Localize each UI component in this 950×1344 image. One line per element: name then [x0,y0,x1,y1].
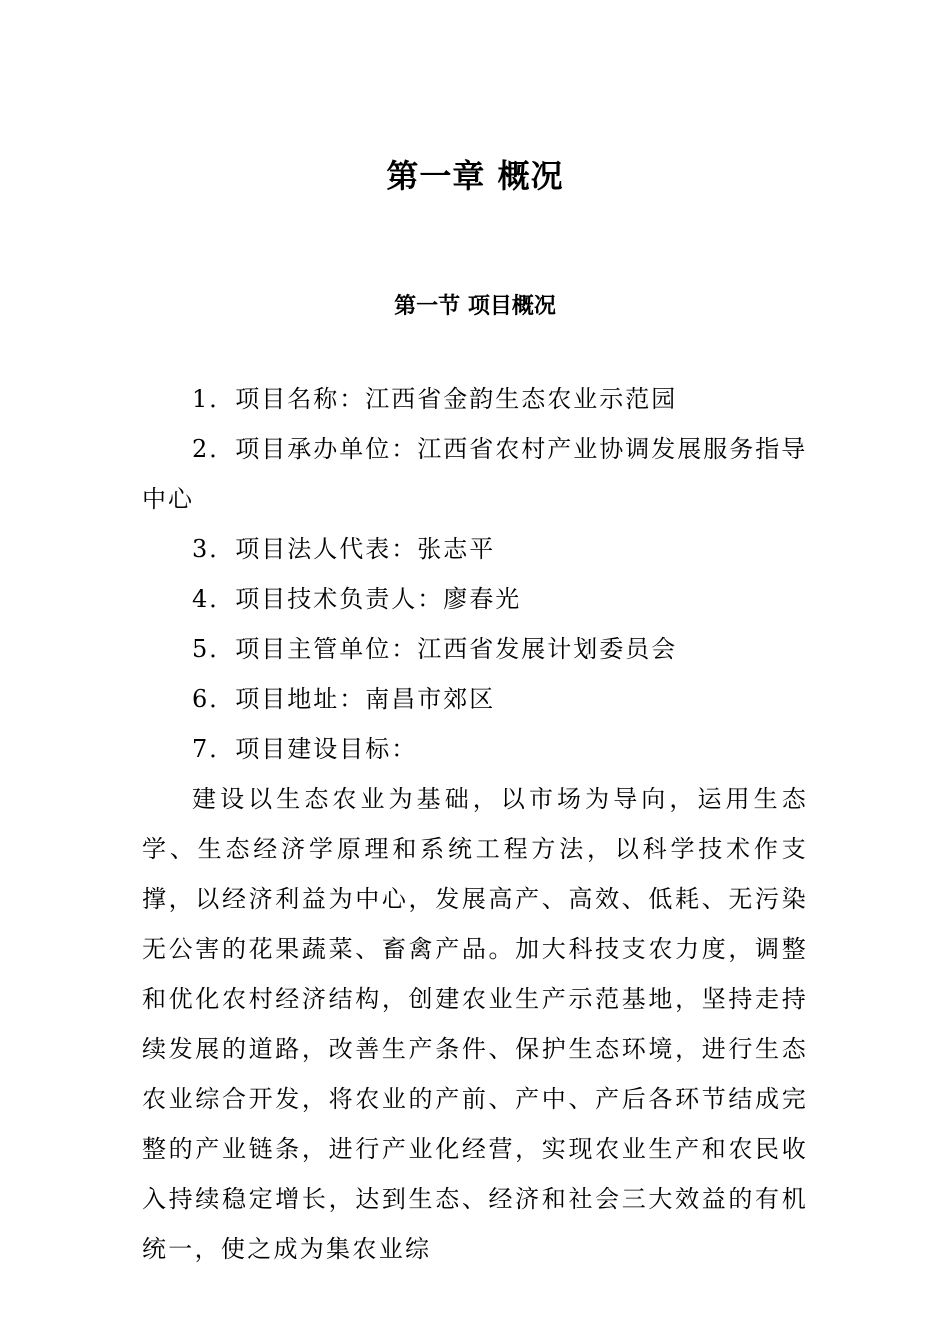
chapter-title: 第一章 概况 [386,157,564,195]
item-organizer: 2．项目承办单位：江西省农村产业协调发展服务指导中心 [142,435,808,513]
goal-paragraph: 建设以生态农业为基础，以市场为导向，运用生态学、生态经济学原理和系统工程方法，以科学技术作支撑，以经济利益为中心，发展高产、高效、低耗、无污染无公害的花果蔬菜、畜禽产品。加大科技支农力度，调整和优化农村经济结构，创建农业生产示范基地，坚持走持续发展的道路，改善生产条件、保护生态环境，进行生态农业综合开发，将农业的产前、产中、产后各环节结成完整的产业链条，进行产业化经营，实现农业生产和农民收入持续稳定增长，达到生态、经济和社会三大效益的有机统一，使之成为集农业综 [142,785,808,1263]
section-title: 第一节 项目概况 [394,294,556,319]
item-technical-lead: 4．项目技术负责人：廖春光 [192,585,522,613]
item-construction-goal: 7．项目建设目标： [192,735,418,763]
item-legal-representative: 3．项目法人代表：张志平 [192,535,496,563]
item-supervising-unit: 5．项目主管单位：江西省发展计划委员会 [192,635,678,663]
document-body [142,374,808,1274]
item-project-name: 1．项目名称：江西省金韵生态农业示范园 [192,385,678,413]
item-project-address: 6．项目地址：南昌市郊区 [192,685,496,713]
